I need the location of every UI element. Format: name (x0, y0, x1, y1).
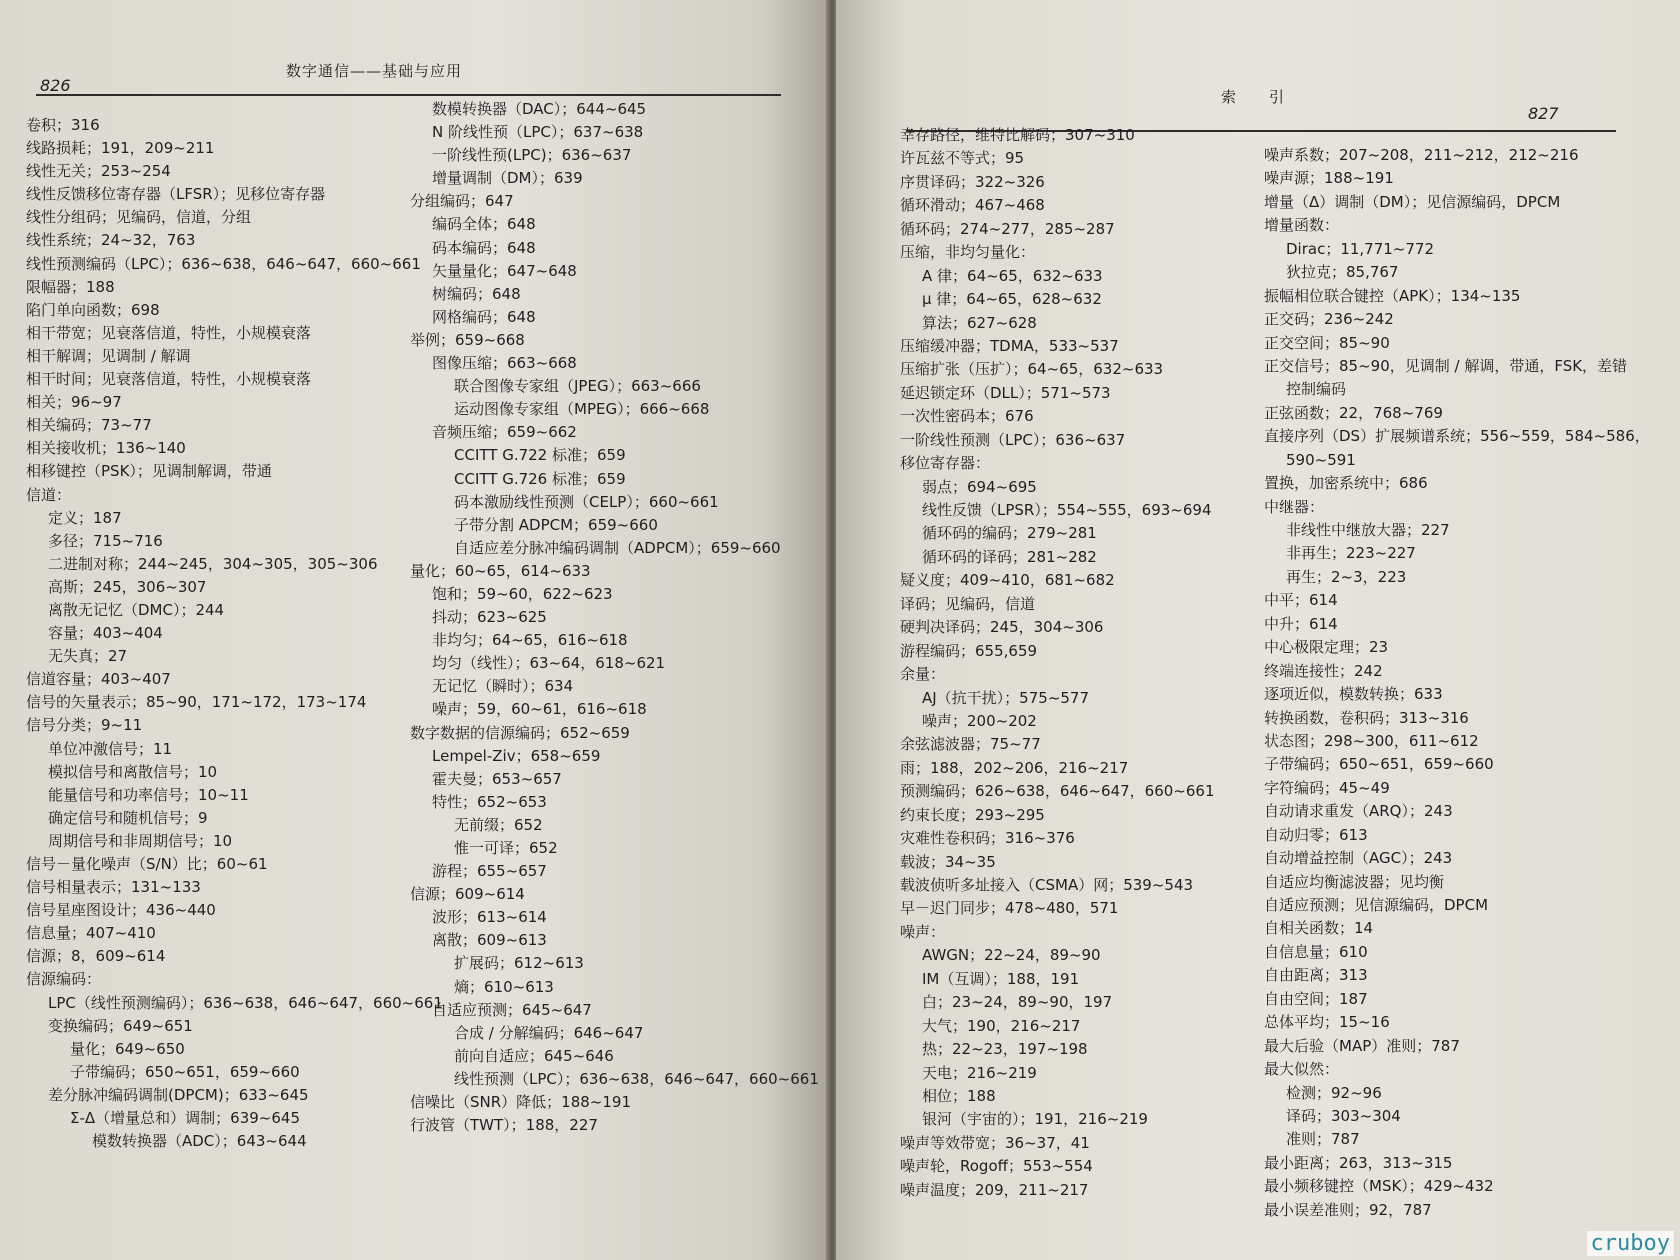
index-entry: 非线性中继放大器；227 (1286, 521, 1450, 539)
index-entry: 大气；190，216~217 (922, 1016, 1081, 1035)
index-entry: 正交空间；85~90 (1264, 333, 1390, 352)
index-entry: 压缩，非均匀量化： (900, 243, 1036, 262)
index-entry: 陷门单向函数；698 (26, 300, 160, 319)
index-entry: 非均匀；64~65，616~618 (432, 631, 628, 650)
index-entry: 信噪比（SNR）降低；188~191 (410, 1093, 631, 1112)
index-entry: 振幅相位联合键控（APK）；134~135 (1264, 286, 1521, 305)
index-entry: 雨；188，202~206，216~217 (900, 758, 1129, 777)
index-entry: 590~591 (1286, 450, 1356, 469)
left-page-header (36, 54, 781, 96)
index-entry: 约束长度；293~295 (900, 805, 1045, 824)
index-entry: 模拟信号和离散信号；10 (48, 762, 218, 781)
index-entry: 自动增益控制（AGC）；243 (1264, 849, 1453, 868)
index-entry: 噪声轮，Rogoff；553~554 (900, 1157, 1093, 1176)
index-entry: 自适应均衡滤波器；见均衡 (1264, 872, 1445, 891)
index-entry: 游程；655~657 (432, 862, 547, 881)
index-entry: 循环滑动；467~468 (900, 196, 1045, 215)
index-entry: 正交信号；85~90，见调制 / 解调，带通，FSK，差错 (1264, 356, 1628, 375)
index-entry: 矢量量化；647~648 (432, 261, 577, 280)
index-entry: 限幅器；188 (26, 277, 115, 296)
index-entry: 游程编码；655,659 (900, 641, 1038, 660)
index-entry: 二进制对称；244~245，304~305，305~306 (48, 554, 378, 573)
index-entry: 扩展码；612~613 (454, 954, 584, 973)
index-entry: 中平；614 (1264, 591, 1338, 610)
index-entry: 相干带宽；见衰落信道，特性，小规模衰落 (26, 323, 312, 342)
index-entry: 检测；92~96 (1286, 1083, 1382, 1102)
index-entry: LPC（线性预测编码）；636~638，646~647，660~661 (48, 993, 443, 1012)
index-entry: 饱和；59~60，622~623 (432, 584, 613, 603)
index-entry: 噪声；59，60~61，616~618 (432, 700, 647, 719)
left-index-column-2 (410, 98, 819, 1137)
index-entry: 置换，加密系统中；686 (1264, 474, 1428, 493)
index-entry: 音频压缩；659~662 (432, 423, 577, 442)
index-entry: 信源编码： (26, 970, 102, 989)
index-entry: 最小频移键控（MSK）；429~432 (1264, 1177, 1494, 1196)
index-entry: 相干时间；见衰落信道，特性，小规模衰落 (26, 370, 312, 389)
index-entry: 幸存路径，维特比解码；307~310 (900, 126, 1135, 144)
index-entry: 线性反馈移位寄存器（LFSR）；见移位寄存器 (26, 185, 326, 204)
index-entry: 信号分类；9~11 (26, 716, 143, 735)
index-entry: 量化；649~650 (70, 1039, 185, 1058)
index-entry: 载波侦听多址接入（CSMA）网；539~543 (900, 876, 1194, 894)
index-entry: 卷积；316 (26, 116, 100, 134)
index-entry: 波形；613~614 (432, 908, 547, 927)
index-entry: 灾难性卷积码；316~376 (900, 829, 1075, 848)
index-entry: 相关接收机；136~140 (26, 439, 186, 458)
index-entry: 噪声： (900, 922, 946, 941)
index-entry: CCITT G.726 标准；659 (454, 469, 626, 488)
index-entry: 无记忆（瞬时）；634 (432, 677, 574, 696)
left-running-title: 数字通信——基础与应用 (286, 62, 463, 80)
index-entry: 信源；8，609~614 (26, 947, 166, 966)
index-entry: 自适应预测；645~647 (432, 1000, 592, 1019)
index-entry: 周期信号和非周期信号；10 (48, 831, 233, 850)
index-entry: 延迟锁定环（DLL）；571~573 (900, 383, 1111, 402)
index-entry: 自适应预测；见信源编码，DPCM (1264, 896, 1489, 914)
index-entry: 抖动；623~625 (432, 608, 547, 627)
index-entry: 信道容量；403~407 (26, 670, 171, 689)
index-entry: 多径；715~716 (48, 531, 163, 550)
index-entry: 硬判决译码；245，304~306 (900, 618, 1104, 637)
index-entry: 信号－量化噪声（S/N）比；60~61 (26, 855, 268, 873)
index-entry: 联合图像专家组（JPEG）；663~666 (454, 377, 701, 396)
index-entry: 子带编码；650~651，659~660 (70, 1062, 300, 1081)
index-entry: 噪声系数；207~208，211~212，212~216 (1264, 146, 1579, 164)
index-entry: 译码；303~304 (1286, 1106, 1401, 1125)
index-entry: 自动归零；613 (1264, 825, 1368, 844)
index-entry: 逐项近似，模数转换；633 (1264, 685, 1443, 704)
index-entry: 信号星座图设计；436~440 (26, 901, 216, 920)
index-entry: 热；22~23，197~198 (922, 1040, 1088, 1059)
index-entry: 序贯译码；322~326 (900, 172, 1045, 191)
index-entry: 运动图像专家组（MPEG）；666~668 (454, 400, 710, 419)
index-entry: 余量： (900, 665, 946, 684)
index-entry: 正交码；236~242 (1264, 310, 1394, 329)
index-entry: 前向自适应；645~646 (454, 1046, 614, 1065)
index-entry: 弱点；694~695 (922, 477, 1037, 496)
index-entry: Dirac；11,771~772 (1286, 239, 1435, 258)
index-entry: 单位冲激信号；11 (48, 739, 173, 758)
index-entry: 转换函数，卷积码；313~316 (1264, 708, 1469, 727)
index-entry: 高斯；245，306~307 (48, 577, 207, 596)
index-entry: 再生；2~3，223 (1286, 567, 1407, 586)
index-entry: 合成 / 分解编码；646~647 (454, 1023, 644, 1042)
index-entry: 线性无关；253~254 (26, 162, 171, 181)
index-entry: 数字数据的信源编码；652~659 (410, 723, 630, 742)
index-entry: 自动请求重发（ARQ）；243 (1264, 802, 1453, 821)
index-entry: 噪声；200~202 (922, 711, 1037, 730)
index-entry: 变换编码；649~651 (48, 1016, 193, 1035)
index-entry: 译码；见编码，信道 (900, 594, 1036, 613)
index-entry: 树编码；648 (432, 284, 521, 303)
index-entry: 压缩缓冲器；TDMA，533~537 (900, 336, 1119, 355)
index-entry: 许瓦兹不等式；95 (900, 149, 1025, 168)
index-entry: 相干解调；见调制 / 解调 (26, 346, 191, 365)
index-entry: IM（互调）；188，191 (922, 969, 1080, 988)
right-index-column-1 (900, 124, 1215, 1202)
index-entry: 载波；34~35 (900, 852, 996, 871)
index-entry: μ 律；64~65，628~632 (922, 290, 1102, 309)
index-entry: 狄拉克；85,767 (1286, 263, 1399, 282)
index-entry: 最大后验（MAP）准则；787 (1264, 1036, 1460, 1055)
index-entry: 线性预测编码（LPC）；636~638，646~647，660~661 (26, 254, 421, 273)
index-entry: Σ-Δ（增量总和）调制；639~645 (70, 1109, 300, 1128)
index-entry: 熵；610~613 (454, 977, 554, 996)
index-entry: 正弦函数；22，768~769 (1264, 403, 1443, 422)
index-entry: 特性；652~653 (432, 792, 547, 811)
index-entry: 控制编码 (1286, 380, 1347, 399)
index-entry: 自由空间；187 (1264, 989, 1368, 1008)
index-entry: 容量；403~404 (48, 624, 163, 643)
right-page-number: 827 (1528, 104, 1559, 123)
index-entry: 循环码的译码；281~282 (922, 547, 1097, 566)
index-entry: 信号的矢量表示；85~90，171~172，173~174 (26, 693, 367, 712)
index-entry: AWGN；22~24，89~90 (922, 946, 1101, 965)
index-entry: 循环码；274~277，285~287 (900, 219, 1115, 238)
left-index-column-1 (26, 114, 443, 1153)
index-entry: 量化；60~65，614~633 (410, 561, 591, 580)
index-entry: 子带分割 ADPCM；659~660 (454, 515, 658, 534)
index-entry: 相关；96~97 (26, 393, 122, 412)
index-entry: AJ（抗干扰）；575~577 (922, 688, 1090, 707)
index-entry: 中升；614 (1264, 614, 1338, 633)
index-entry: 准则；787 (1286, 1130, 1360, 1149)
index-entry: 码本编码；648 (432, 238, 536, 257)
index-entry: CCITT G.722 标准；659 (454, 446, 626, 465)
index-entry: 自由距离；313 (1264, 966, 1368, 985)
index-entry: 离散；609~613 (432, 931, 547, 950)
index-entry: 增量（Δ）调制（DM）；见信源编码，DPCM (1264, 192, 1561, 211)
index-entry: 最大似然： (1264, 1060, 1340, 1079)
index-entry: 模数转换器（ADC）；643~644 (92, 1132, 307, 1151)
index-entry: 线路损耗；191，209~211 (26, 139, 215, 158)
index-entry: 信息量；407~410 (26, 924, 156, 943)
index-entry: 终端连接性；242 (1264, 661, 1383, 680)
index-entry: 相移键控（PSK）；见调制解调，带通 (26, 462, 272, 481)
index-entry: 移位寄存器： (900, 454, 991, 473)
index-entry: Lempel-Ziv；658~659 (432, 746, 601, 765)
index-entry: 无失真；27 (48, 647, 128, 666)
index-entry: 状态图；298~300，611~612 (1264, 731, 1479, 750)
index-entry: 惟一可译；652 (454, 839, 558, 857)
index-entry: 一阶线性预(LPC)；636~637 (432, 146, 632, 165)
index-entry: 算法；627~628 (922, 313, 1037, 332)
index-entry: 自适应差分脉冲编码调制（ADPCM）；659~660 (454, 538, 781, 557)
index-entry: 无前缀；652 (454, 815, 543, 834)
index-entry: 能量信号和功率信号；10~11 (48, 785, 249, 804)
index-entry: 总体平均；15~16 (1264, 1013, 1390, 1032)
index-entry: 行波管（TWT）；188，227 (410, 1116, 598, 1135)
index-entry: 一次性密码本；676 (900, 407, 1034, 426)
index-entry: 中心极限定理；23 (1264, 638, 1389, 657)
index-entry: 子带编码；650~651，659~660 (1264, 755, 1494, 774)
index-entry: 信源；609~614 (410, 885, 525, 904)
index-entry: 循环码的编码；279~281 (922, 524, 1097, 543)
index-entry: 霍夫曼；653~657 (432, 769, 562, 788)
index-entry: 自相关函数；14 (1264, 919, 1374, 938)
index-entry: 离散无记忆（DMC）；244 (48, 600, 225, 619)
watermark-text: cruboy (1587, 1231, 1674, 1256)
index-entry: 相关编码；73~77 (26, 416, 152, 435)
index-entry: 网格编码；648 (432, 307, 536, 326)
index-entry: 噪声等效带宽；36~37，41 (900, 1133, 1090, 1152)
index-entry: 预测编码；626~638，646~647，660~661 (900, 782, 1215, 801)
index-entry: 举例；659~668 (410, 330, 525, 349)
index-entry: 分组编码；647 (410, 192, 514, 211)
index-entry: 线性反馈（LPSR）；554~555，693~694 (922, 501, 1212, 519)
index-entry: 最小距离；263，313~315 (1264, 1153, 1453, 1172)
index-entry: 数模转换器（DAC）；644~645 (432, 100, 647, 118)
index-entry: 均匀（线性）；63~64，618~621 (432, 654, 666, 673)
index-entry: 信道： (26, 485, 72, 504)
index-entry: 信号相量表示；131~133 (26, 878, 201, 897)
index-entry: 一阶线性预测（LPC）；636~637 (900, 430, 1126, 449)
index-entry: 银河（宇宙的）；191，216~219 (922, 1110, 1148, 1129)
index-entry: 噪声源；188~191 (1264, 169, 1394, 188)
index-entry: 疑义度；409~410，681~682 (900, 571, 1115, 590)
index-entry: 早－迟门同步；478~480，571 (900, 899, 1119, 918)
index-entry: 余弦滤波器；75~77 (900, 735, 1041, 754)
index-entry: 确定信号和随机信号；9 (48, 808, 208, 827)
index-entry: 压缩扩张（压扩）；64~65，632~633 (900, 360, 1164, 379)
index-entry: 白；23~24，89~90，197 (922, 993, 1113, 1012)
index-entry: A 律；64~65，632~633 (922, 266, 1103, 285)
index-entry: 差分脉冲编码调制(DPCM)；633~645 (48, 1085, 309, 1104)
index-entry: 字符编码；45~49 (1264, 778, 1390, 797)
index-entry: 非再生；223~227 (1286, 544, 1416, 563)
index-entry: 相位；188 (922, 1086, 996, 1105)
index-entry: 直接序列（DS）扩展频谱系统；556~559，584~586， (1264, 427, 1650, 446)
index-entry: 最小误差准则；92，787 (1264, 1200, 1432, 1219)
right-page (836, 0, 1680, 1260)
index-entry: 线性系统；24~32，763 (26, 231, 196, 250)
right-running-title: 索 引 (1221, 88, 1286, 106)
index-entry: 码本激励线性预测（CELP）；660~661 (454, 492, 719, 511)
index-entry: 编码全体；648 (432, 215, 536, 234)
index-entry: 增量调制（DM）；639 (432, 169, 583, 188)
index-entry: 增量函数： (1264, 216, 1340, 235)
index-entry: 自信息量；610 (1264, 942, 1368, 961)
index-entry: 线性分组码；见编码，信道，分组 (26, 208, 252, 227)
right-index-column-2 (1264, 144, 1650, 1222)
index-entry: 定义；187 (48, 508, 122, 527)
index-entry: 线性预测（LPC）；636~638，646~647，660~661 (454, 1069, 819, 1088)
left-page-number: 826 (40, 76, 71, 95)
index-entry: N 阶线性预（LPC）；637~638 (432, 123, 644, 142)
index-entry: 图像压缩；663~668 (432, 354, 577, 373)
left-page (0, 0, 828, 1260)
index-entry: 噪声温度；209，211~217 (900, 1180, 1089, 1199)
index-entry: 天电；216~219 (922, 1063, 1037, 1082)
index-entry: 中继器： (1264, 497, 1325, 516)
